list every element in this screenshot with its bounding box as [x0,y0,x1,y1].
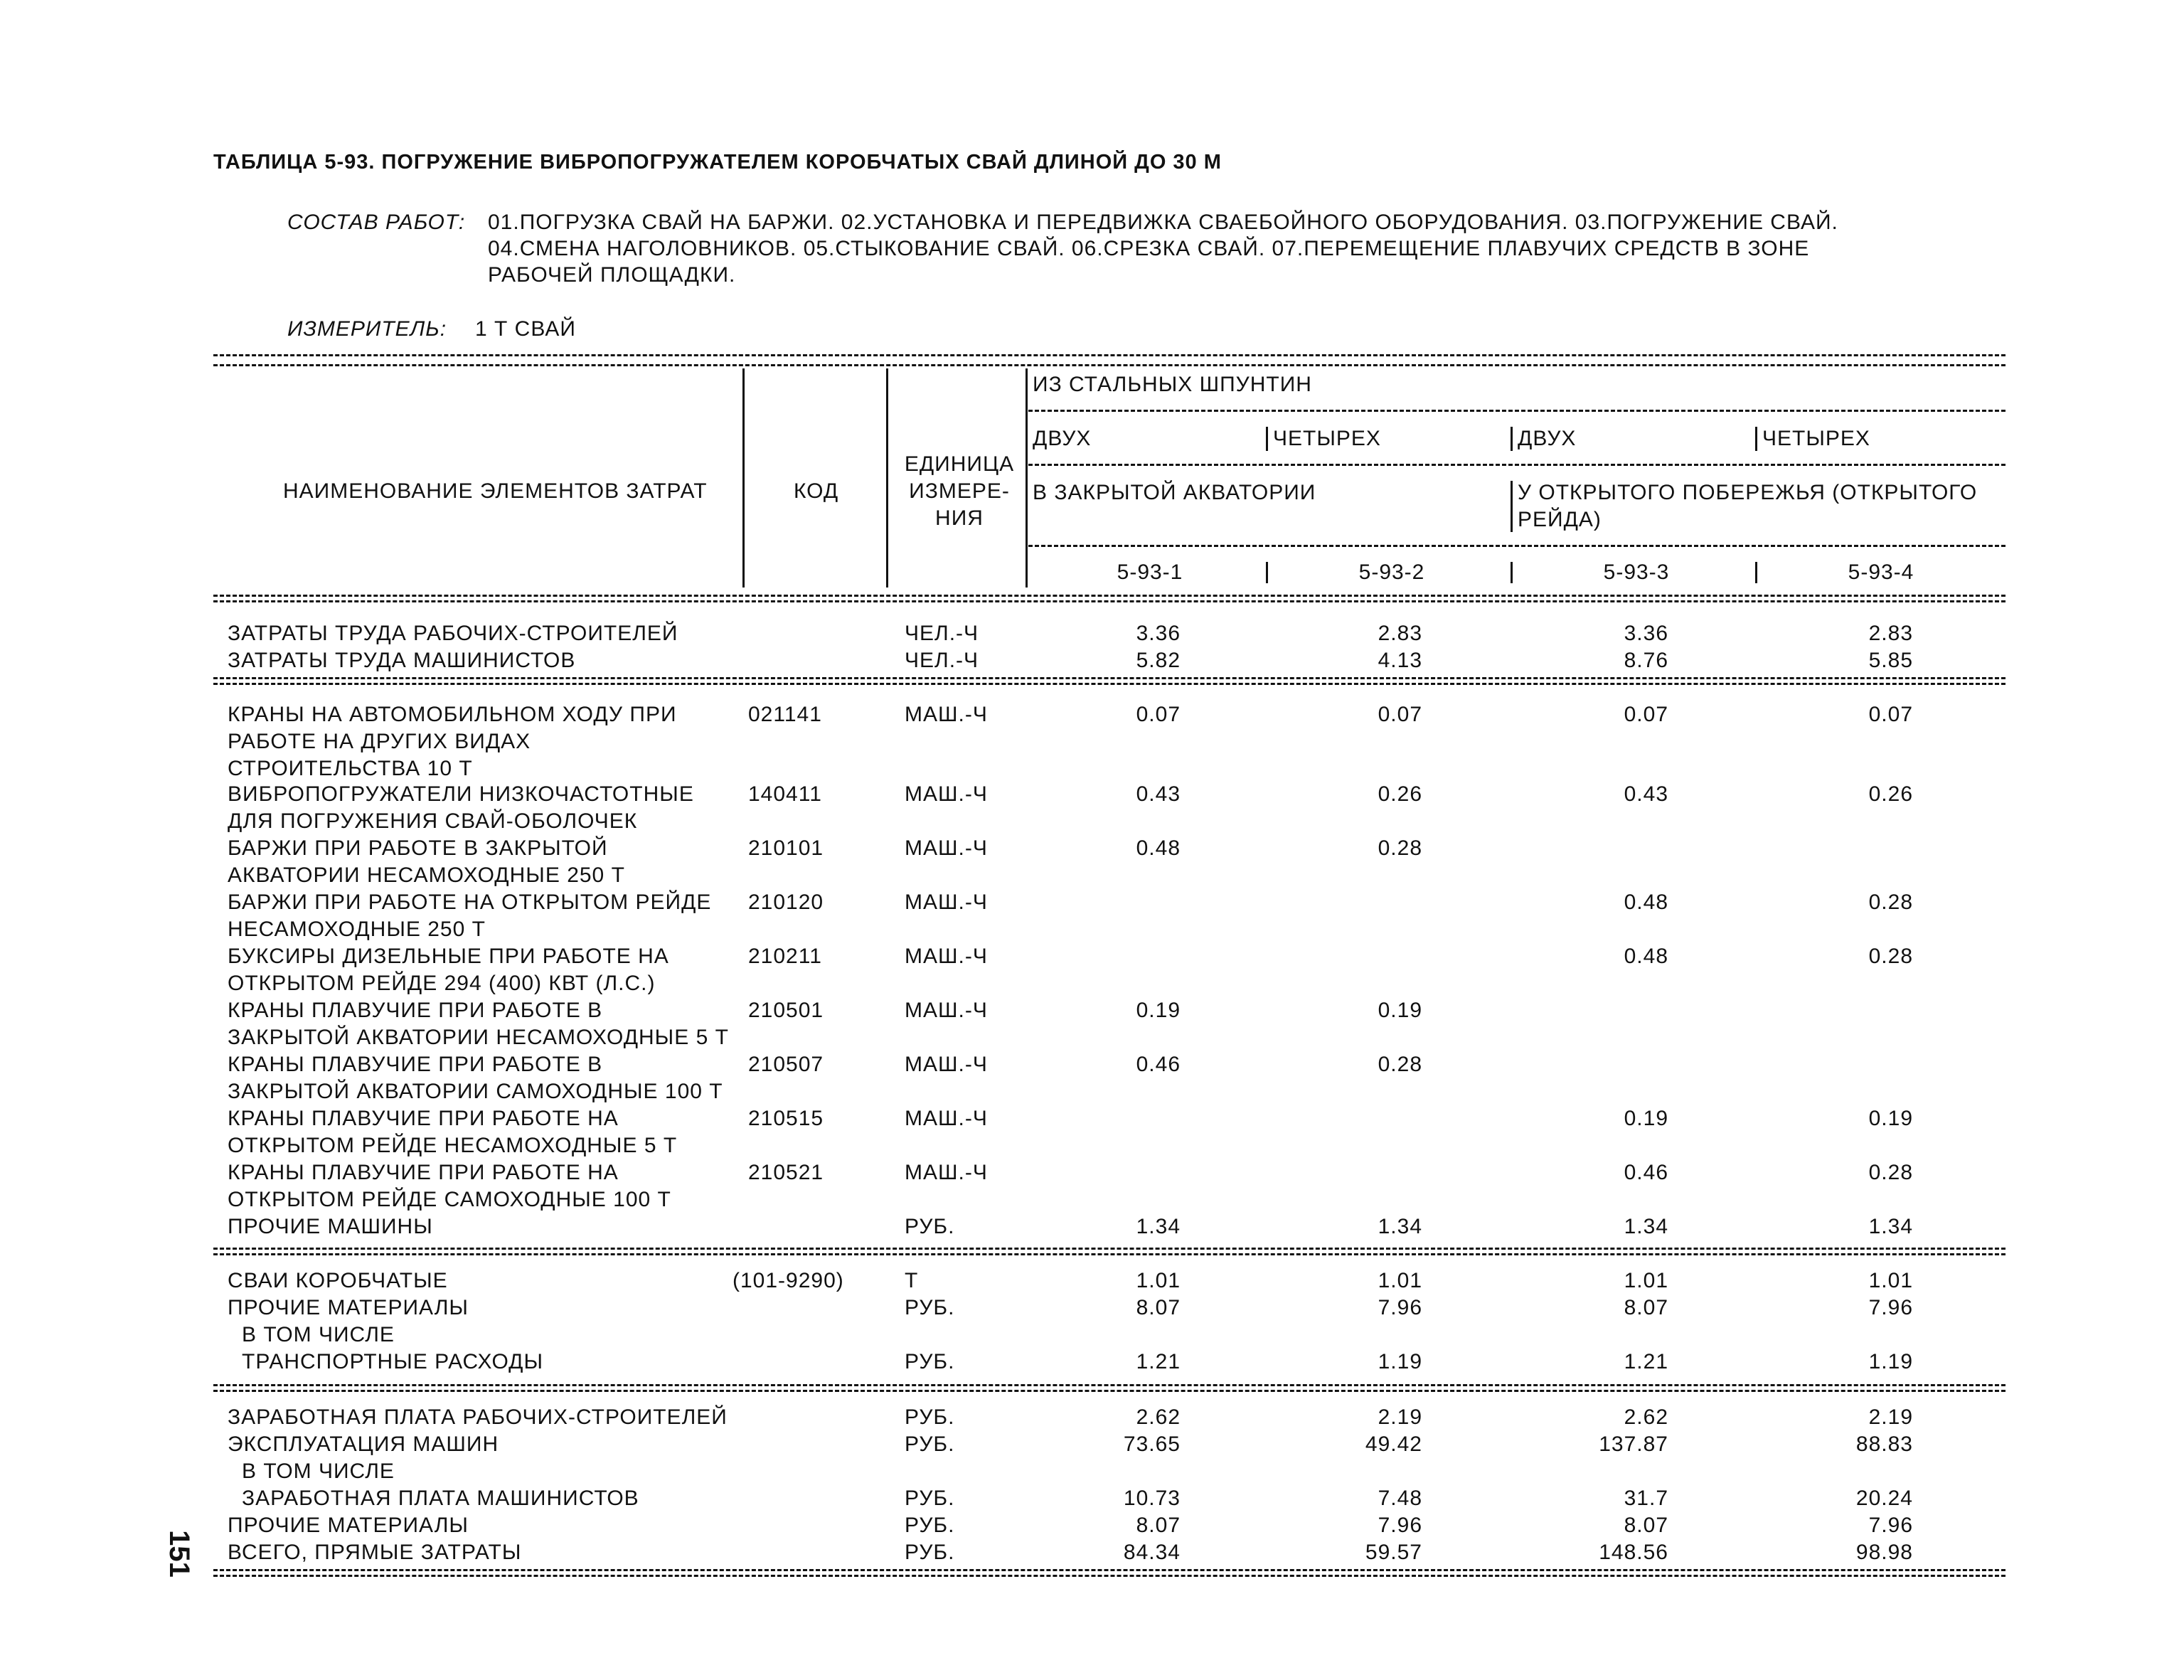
column-divider [1266,427,1268,451]
header-closed: В ЗАКРЫТОЙ АКВАТОРИИ [1033,481,1316,504]
row-name: ЗАТРАТЫ ТРУДА МАШИНИСТОВ [228,649,576,672]
header-group: ИЗ СТАЛЬНЫХ ШПУНТИН [1033,373,1312,396]
row-unit: РУБ. [905,1215,955,1238]
row-value: 0.07 [1378,703,1422,726]
row-value: 49.42 [1365,1432,1422,1456]
row-unit: МАШ.-Ч [905,782,988,806]
row-value: 0.19 [1868,1107,1913,1130]
row-name: ВСЕГО, ПРЯМЫЕ ЗАТРАТЫ [228,1541,522,1564]
row-value: 10.73 [1123,1487,1181,1510]
row-code: 021141 [748,703,822,726]
row-code: 210515 [748,1107,824,1130]
row-value: 0.48 [1624,945,1668,968]
row-value: 0.28 [1868,1161,1913,1184]
row-code: 210501 [748,999,824,1022]
page-number: 151 [163,1530,195,1578]
row-name: ЭКСПЛУАТАЦИЯ МАШИН [228,1432,499,1456]
header-code-col: 5-93-3 [1603,560,1670,584]
row-value: 1.01 [1378,1269,1422,1292]
row-value: 73.65 [1123,1432,1181,1456]
row-unit: РУБ. [905,1487,955,1510]
row-name: ОТКРЫТОМ РЕЙДЕ САМОХОДНЫЕ 100 Т [228,1188,671,1211]
row-code: 210211 [748,945,822,968]
row-value: 0.07 [1868,703,1913,726]
row-name: КРАНЫ ПЛАВУЧИЕ ПРИ РАБОТЕ НА [228,1161,619,1184]
row-name: ЗАТРАТЫ ТРУДА РАБОЧИХ-СТРОИТЕЛЕЙ [228,622,678,645]
row-name: ПРОЧИЕ МАТЕРИАЛЫ [228,1514,469,1537]
column-divider [1026,368,1028,588]
row-name: КРАНЫ ПЛАВУЧИЕ ПРИ РАБОТЕ В [228,999,603,1022]
row-unit: МАШ.-Ч [905,1161,988,1184]
row-value: 2.62 [1624,1405,1668,1429]
row-value: 1.01 [1136,1269,1181,1292]
row-value: 98.98 [1855,1541,1913,1564]
row-unit: ЧЕЛ.-Ч [905,622,979,645]
row-unit: МАШ.-Ч [905,1107,988,1130]
row-value: 8.07 [1136,1514,1181,1537]
header-bottom-rule [213,595,2005,597]
row-value: 88.83 [1855,1432,1913,1456]
header-code-col: 5-93-4 [1848,560,1914,584]
row-value: 0.07 [1136,703,1181,726]
row-name: ЗАРАБОТНАЯ ПЛАТА РАБОЧИХ-СТРОИТЕЛЕЙ [228,1405,728,1429]
row-name: КРАНЫ ПЛАВУЧИЕ ПРИ РАБОТЕ В [228,1053,603,1076]
row-value: 1.34 [1378,1215,1422,1238]
row-value: 5.82 [1136,649,1181,672]
work-line: 01.ПОГРУЗКА СВАЙ НА БАРЖИ. 02.УСТАНОВКА И ПЕРЕДВИЖКА СВАЕБОЙНОГО ОБОРУДОВАНИЯ. 03.ПОГРУЖЕНИЕ СВАЙ. [488,211,1838,234]
row-unit: Т [905,1269,919,1292]
row-value: 8.07 [1624,1296,1668,1319]
row-value: 8.07 [1624,1514,1668,1537]
table-title: ТАБЛИЦА 5-93. ПОГРУЖЕНИЕ ВИБРОПОГРУЖАТЕЛЕМ КОРОБЧАТЫХ СВАЙ ДЛИНОЙ ДО 30 М [213,151,1222,174]
work-label: СОСТАВ РАБОТ: [287,211,466,234]
row-value: 7.96 [1868,1296,1913,1319]
section-rule [213,1569,2005,1571]
row-value: 0.46 [1136,1053,1181,1076]
row-value: 7.96 [1378,1296,1422,1319]
row-name: ЗАКРЫТОЙ АКВАТОРИИ НЕСАМОХОДНЫЕ 5 Т [228,1026,729,1049]
row-name: БАРЖИ ПРИ РАБОТЕ НА ОТКРЫТОМ РЕЙДЕ [228,890,712,914]
column-divider [1511,427,1513,451]
row-value: 0.28 [1378,1053,1422,1076]
row-name: ОТКРЫТОМ РЕЙДЕ 294 (400) КВТ (Л.С.) [228,972,656,995]
row-unit: РУБ. [905,1514,955,1537]
column-divider [1755,562,1757,583]
column-divider [1511,481,1513,532]
row-value: 0.26 [1378,782,1422,806]
measure-value: 1 Т СВАЙ [475,317,576,341]
row-value: 1.21 [1624,1350,1668,1373]
header-name: НАИМЕНОВАНИЕ ЭЛЕМЕНТОВ ЗАТРАТ [283,479,708,503]
row-unit: МАШ.-Ч [905,1053,988,1076]
row-name: НЕСАМОХОДНЫЕ 250 Т [228,918,486,941]
row-code: 210521 [748,1161,824,1184]
row-value: 59.57 [1365,1541,1422,1564]
row-name: СТРОИТЕЛЬСТВА 10 Т [228,757,473,780]
row-value: 2.19 [1378,1405,1422,1429]
row-name: АКВАТОРИИ НЕСАМОХОДНЫЕ 250 Т [228,863,625,887]
row-name: ДЛЯ ПОГРУЖЕНИЯ СВАЙ-ОБОЛОЧЕК [228,809,638,833]
row-name: КРАНЫ НА АВТОМОБИЛЬНОМ ХОДУ ПРИ [228,703,677,726]
row-unit: РУБ. [905,1350,955,1373]
row-unit: ЧЕЛ.-Ч [905,649,979,672]
row-name: ВИБРОПОГРУЖАТЕЛИ НИЗКОЧАСТОТНЫЕ [228,782,694,806]
row-value: 7.96 [1378,1514,1422,1537]
row-value: 1.19 [1378,1350,1422,1373]
row-value: 0.19 [1378,999,1422,1022]
header-open: РЕЙДА) [1518,508,1602,531]
header-open: У ОТКРЫТОГО ПОБЕРЕЖЬЯ (ОТКРЫТОГО [1518,481,1978,504]
row-value: 31.7 [1624,1487,1668,1510]
row-value: 0.28 [1378,836,1422,860]
section-rule [213,1575,2005,1577]
row-value: 2.19 [1868,1405,1913,1429]
row-unit: РУБ. [905,1296,955,1319]
row-code: 210120 [748,890,824,914]
row-value: 8.76 [1624,649,1668,672]
header-rule [1028,545,2005,547]
row-value: 2.83 [1378,622,1422,645]
section-rule [213,1253,2005,1255]
header-rule [1028,410,2005,412]
work-line: РАБОЧЕЙ ПЛОЩАДКИ. [488,263,736,287]
row-value: 0.48 [1624,890,1668,914]
header-sub: ЧЕТЫРЕХ [1762,427,1870,450]
row-name: ТРАНСПОРТНЫЕ РАСХОДЫ [242,1350,544,1373]
column-divider [1755,427,1757,451]
row-name: ПРОЧИЕ МАШИНЫ [228,1215,433,1238]
header-bottom-rule [213,600,2005,602]
row-code: 210101 [748,836,824,860]
row-name: ЗАКРЫТОЙ АКВАТОРИИ САМОХОДНЫЕ 100 Т [228,1080,723,1103]
header-sub: ДВУХ [1518,427,1577,450]
row-unit: МАШ.-Ч [905,703,988,726]
column-divider [742,368,745,588]
header-unit: ЕДИНИЦА [904,452,1015,476]
row-value: 0.48 [1136,836,1181,860]
header-code: КОД [794,479,839,503]
row-name: В ТОМ ЧИСЛЕ [242,1460,395,1483]
row-value: 1.34 [1868,1215,1913,1238]
row-name: ПРОЧИЕ МАТЕРИАЛЫ [228,1296,469,1319]
header-code-col: 5-93-2 [1358,560,1425,584]
row-code: 210507 [748,1053,824,1076]
row-value: 8.07 [1136,1296,1181,1319]
header-unit: ИЗМЕРЕ- [909,479,1010,503]
header-top-rule [213,364,2005,366]
row-unit: РУБ. [905,1541,955,1564]
row-value: 84.34 [1123,1541,1181,1564]
row-value: 1.19 [1868,1350,1913,1373]
row-value: 0.43 [1136,782,1181,806]
row-value: 7.96 [1868,1514,1913,1537]
column-divider [1511,562,1513,583]
row-name: В ТОМ ЧИСЛЕ [242,1323,395,1346]
row-value: 137.87 [1599,1432,1668,1456]
row-name: БАРЖИ ПРИ РАБОТЕ В ЗАКРЫТОЙ [228,836,608,860]
row-value: 148.56 [1599,1541,1668,1564]
row-value: 7.48 [1378,1487,1422,1510]
row-name: ЗАРАБОТНАЯ ПЛАТА МАШИНИСТОВ [242,1487,639,1510]
row-value: 2.83 [1868,622,1913,645]
row-unit: МАШ.-Ч [905,999,988,1022]
row-value: 20.24 [1855,1487,1913,1510]
row-value: 0.28 [1868,945,1913,968]
row-value: 0.43 [1624,782,1668,806]
row-value: 0.07 [1624,703,1668,726]
row-value: 3.36 [1624,622,1668,645]
row-name: КРАНЫ ПЛАВУЧИЕ ПРИ РАБОТЕ НА [228,1107,619,1130]
row-unit: РУБ. [905,1432,955,1456]
header-sub: ДВУХ [1033,427,1092,450]
section-rule [213,683,2005,685]
row-value: 1.21 [1136,1350,1181,1373]
row-code: (101-9290) [733,1269,844,1292]
header-code-col: 5-93-1 [1117,560,1183,584]
row-value: 1.34 [1136,1215,1181,1238]
header-top-rule [213,354,2005,356]
row-value: 0.46 [1624,1161,1668,1184]
row-value: 0.19 [1136,999,1181,1022]
row-unit: РУБ. [905,1405,955,1429]
header-sub: ЧЕТЫРЕХ [1273,427,1381,450]
row-value: 4.13 [1378,649,1422,672]
row-value: 0.28 [1868,890,1913,914]
row-value: 1.01 [1868,1269,1913,1292]
section-rule [213,1384,2005,1386]
work-line: 04.СМЕНА НАГОЛОВНИКОВ. 05.СТЫКОВАНИЕ СВАЙ. 06.СРЕЗКА СВАЙ. 07.ПЕРЕМЕЩЕНИЕ ПЛАВУЧИХ СРЕДСТВ В ЗОНЕ [488,237,1810,260]
row-unit: МАШ.-Ч [905,945,988,968]
section-rule [213,1248,2005,1250]
row-name: ОТКРЫТОМ РЕЙДЕ НЕСАМОХОДНЫЕ 5 Т [228,1134,678,1157]
column-divider [1266,562,1268,583]
row-name: РАБОТЕ НА ДРУГИХ ВИДАХ [228,730,531,753]
header-unit: НИЯ [935,506,984,530]
row-value: 3.36 [1136,622,1181,645]
row-value: 0.26 [1868,782,1913,806]
section-rule [213,1390,2005,1392]
column-divider [886,368,888,588]
row-value: 5.85 [1868,649,1913,672]
section-rule [213,677,2005,679]
row-value: 2.62 [1136,1405,1181,1429]
measure-label: ИЗМЕРИТЕЛЬ: [287,317,447,341]
row-unit: МАШ.-Ч [905,890,988,914]
row-value: 0.19 [1624,1107,1668,1130]
row-value: 1.34 [1624,1215,1668,1238]
row-value: 1.01 [1624,1269,1668,1292]
row-unit: МАШ.-Ч [905,836,988,860]
header-rule [1028,464,2005,466]
row-name: СВАИ КОРОБЧАТЫЕ [228,1269,448,1292]
row-name: БУКСИРЫ ДИЗЕЛЬНЫЕ ПРИ РАБОТЕ НА [228,945,669,968]
row-code: 140411 [748,782,822,806]
